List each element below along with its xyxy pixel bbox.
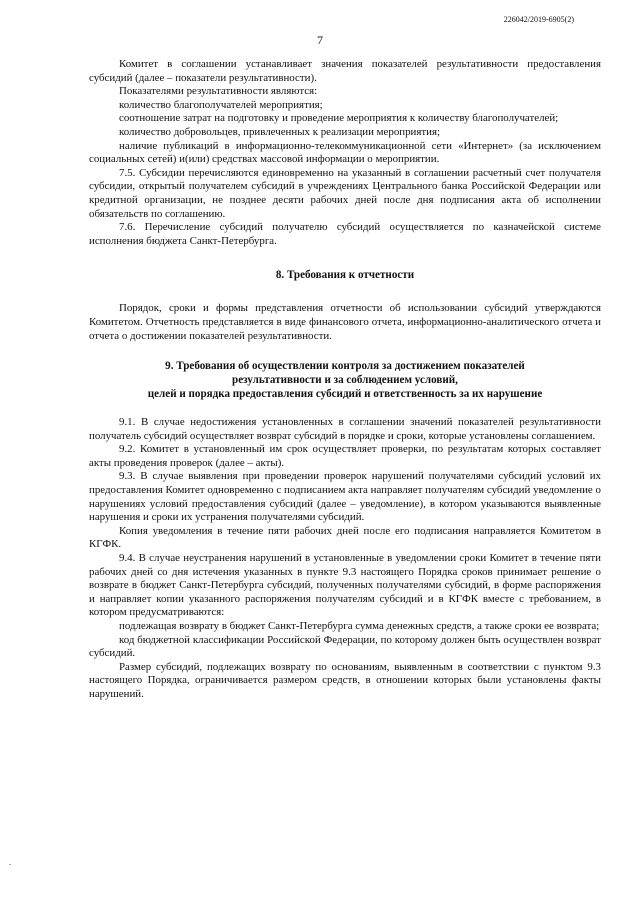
document-body (89, 58, 601, 702)
paragraph: Размер субсидий, подлежащих возврату по основаниям, выявленным в соответствии с пунктом 9.3 настоящего Порядка, ограничивается размером средств, в отношении которых были установлены факты нарушений. (89, 660, 601, 700)
section-8-title: 8. Требования к отчетности (275, 269, 415, 282)
paragraph: Комитет в соглашении устанавливает значения показателей результативности предоставления субсидий (далее – показатели результативности). (89, 58, 601, 84)
margin-mark: . (9, 858, 11, 867)
list-item: наличие публикаций в информационно-телекоммуникационной сети «Интернет» (за исключением социальных сетей) и(или) средствах массовой информации о мероприятии. (89, 139, 601, 166)
section-9-title-line: целей и порядка предоставления субсидий и ответственность за их нарушение (147, 388, 543, 401)
paragraph: Порядок, сроки и формы представления отчетности об использовании субсидий утверждаются Комитетом. Отчетность представляется в виде финансового отчета, информационно-аналитического отчета и отчета о достижении показателей результативности. (89, 302, 601, 342)
list-item: соотношение затрат на подготовку и проведение мероприятия к количеству благополучателей; (119, 112, 559, 125)
document-id: 226042/2019-6905(2) (503, 15, 574, 24)
section-9-title (89, 359, 601, 401)
list-item: количество добровольцев, привлеченных к реализации мероприятия; (119, 125, 441, 138)
list-item: подлежащая возврату в бюджет Санкт-Петербурга сумма денежных средств, а также сроки ее возврата; (119, 620, 600, 632)
paragraph-9-2: 9.2. Комитет в установленный им срок осуществляет проверки, по результатам которых составляет акты проведения проверок (далее – акты). (89, 443, 601, 469)
paragraph-9-4: 9.4. В случае неустранения нарушений в установленные в уведомлении сроки Комитет в течение пяти рабочих дней со дня истечения указанных в пункте 9.3 настоящего Порядка сроков принимает решение о возврате в бюджет Санкт-Петербурга субсидий, полученных получателями субсидий, в форме распоряжения и направляет копии указанного распоряжения получателям субсидий и в КГФК вместе с требованием, в котором предусматриваются: (89, 552, 601, 619)
paragraph-7-5: 7.5. Субсидии перечисляются единовременно на указанный в соглашении расчетный счет получателя субсидии, открытый получателем субсидий в учреждениях Центрального банка Российской Федерации или кредитной организации, не позднее десяти рабочих дней после дня подписания акта об исполнении обязательств по соглашению. (89, 166, 601, 220)
section-9-title-line: 9. Требования об осуществлении контроля за достижением показателей (165, 360, 525, 373)
paragraph-9-3: 9.3. В случае выявления при проведении проверок нарушений получателями субсидий условий их предоставления Комитет одновременно с подписанием акта направляет получателям субсидий уведомление о нарушениях условий предоставления субсидий (далее – уведомление), в котором указываются выявленные нарушения и сроки их устранения получателями субсидий. (89, 470, 601, 524)
list-item: количество благополучателей мероприятия; (119, 98, 323, 111)
paragraph-9-1: 9.1. В случае недостижения установленных в соглашении значений показателей результативности получатель субсидий осуществляет возврат субсидий в порядке и сроки, которые установлены соглашением. (89, 416, 601, 442)
paragraph: Копия уведомления в течение пяти рабочих дней после его подписания направляется Комитетом в КГФК. (89, 524, 601, 551)
section-9-title-line: результативности и за соблюдением условий, (232, 374, 458, 387)
paragraph-7-6: 7.6. Перечисление субсидий получателю субсидий осуществляется по казначейской системе исполнения бюджета Санкт-Петербурга. (89, 221, 601, 247)
paragraph: Показателями результативности являются: (119, 85, 318, 98)
list-item: код бюджетной классификации Российской Федерации, по которому должен быть осуществлен возврат субсидий. (89, 633, 601, 660)
page-number: 7 (317, 33, 323, 47)
